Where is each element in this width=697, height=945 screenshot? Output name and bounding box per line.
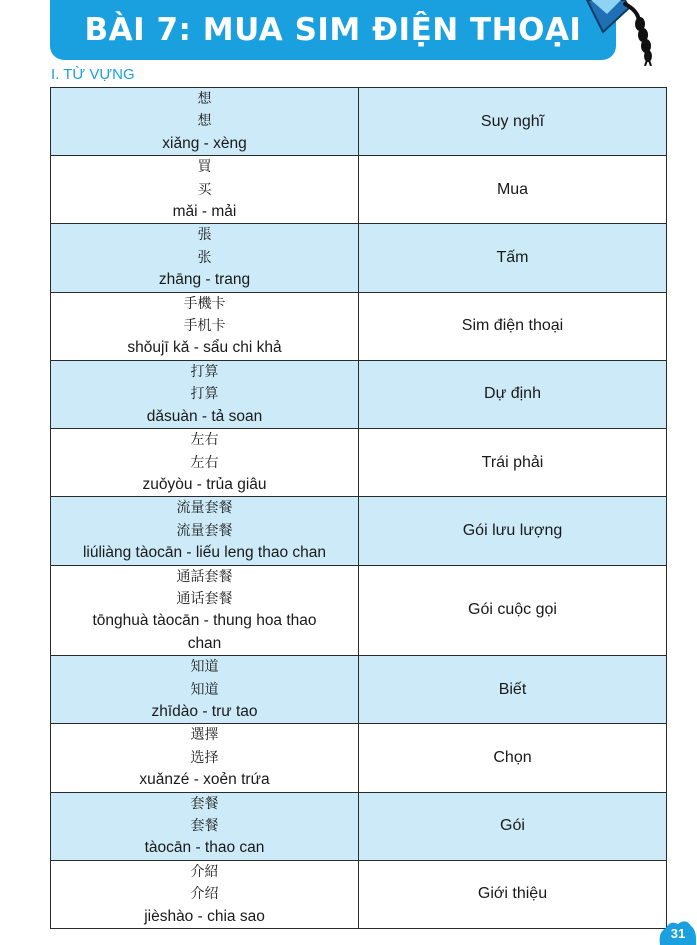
vocab-row bbox=[51, 360, 667, 428]
chinese-cell bbox=[51, 656, 359, 724]
simplified-chars: 选择 bbox=[190, 749, 219, 766]
simplified-chars: 手机卡 bbox=[183, 318, 226, 335]
vocab-row bbox=[51, 292, 667, 360]
vocab-row bbox=[51, 656, 667, 724]
traditional-chars: 打算 bbox=[190, 363, 219, 380]
traditional-chars: 買 bbox=[197, 159, 212, 176]
meaning-cell: Biết bbox=[359, 656, 667, 724]
traditional-chars: 介紹 bbox=[190, 863, 219, 880]
chinese-cell bbox=[51, 224, 359, 292]
vocab-row bbox=[51, 224, 667, 292]
chinese-cell bbox=[51, 860, 359, 928]
simplified-chars: 知道 bbox=[190, 681, 219, 698]
meaning-cell: Chọn bbox=[359, 724, 667, 792]
simplified-chars: 张 bbox=[197, 249, 212, 266]
chinese-cell bbox=[51, 724, 359, 792]
meaning-cell: Suy nghĩ bbox=[359, 88, 667, 156]
meaning-cell: Giới thiệu bbox=[359, 860, 667, 928]
meaning-cell: Gói cuộc gọi bbox=[359, 565, 667, 656]
section-heading: I. TỪ VỰNG bbox=[51, 66, 135, 83]
pinyin-reading: zhīdào - trư tao bbox=[151, 702, 258, 720]
chinese-cell bbox=[51, 497, 359, 565]
simplified-chars: 想 bbox=[197, 113, 212, 130]
traditional-chars: 選擇 bbox=[190, 727, 219, 744]
vocab-row bbox=[51, 792, 667, 860]
simplified-chars: 打算 bbox=[190, 386, 219, 403]
traditional-chars: 流量套餐 bbox=[176, 500, 233, 517]
chinese-cell bbox=[51, 156, 359, 224]
meaning-cell: Dự định bbox=[359, 360, 667, 428]
traditional-chars: 想 bbox=[197, 91, 212, 107]
traditional-chars: 套餐 bbox=[190, 795, 219, 812]
pinyin-reading: zuǒyòu - trủa giâu bbox=[142, 475, 267, 493]
pinyin-reading: xiǎng - xèng bbox=[162, 134, 247, 152]
traditional-chars: 知道 bbox=[190, 659, 219, 676]
vocab-row bbox=[51, 565, 667, 656]
pinyin-reading: liúliàng tàocān - liếu leng thao chan bbox=[82, 544, 326, 562]
vocab-row bbox=[51, 429, 667, 497]
chinese-cell bbox=[51, 292, 359, 360]
page-number: 31 bbox=[670, 926, 686, 941]
vocab-row bbox=[51, 860, 667, 928]
simplified-chars: 套餐 bbox=[190, 818, 219, 834]
pinyin-reading: tàocān - thao can bbox=[144, 839, 265, 857]
pinyin-reading: tōnghuà tàocān - thung hoa thao chan bbox=[92, 612, 317, 652]
simplified-chars: 左右 bbox=[190, 454, 219, 471]
chinese-cell bbox=[51, 360, 359, 428]
pinyin-reading: shǒujī kǎ - sẩu chi khả bbox=[127, 339, 282, 357]
simplified-chars: 流量套餐 bbox=[176, 522, 233, 539]
vocabulary-table bbox=[50, 87, 667, 929]
meaning-cell: Gói bbox=[359, 792, 667, 860]
chinese-cell bbox=[51, 88, 359, 156]
traditional-chars: 手機卡 bbox=[183, 295, 226, 312]
meaning-cell: Gói lưu lượng bbox=[359, 497, 667, 565]
simplified-chars: 介绍 bbox=[190, 886, 219, 903]
pinyin-reading: zhāng - trang bbox=[158, 271, 251, 289]
simplified-chars: 买 bbox=[197, 181, 212, 198]
simplified-chars: 通话套餐 bbox=[176, 590, 233, 607]
chinese-cell bbox=[51, 792, 359, 860]
traditional-chars: 通話套餐 bbox=[176, 568, 233, 585]
pinyin-reading: mǎi - mải bbox=[172, 203, 237, 221]
pinyin-reading: xuǎnzé - xoẻn trứa bbox=[139, 771, 270, 789]
title-banner bbox=[50, 0, 616, 60]
vocab-row bbox=[51, 724, 667, 792]
chinese-cell bbox=[51, 429, 359, 497]
chinese-cell bbox=[51, 565, 359, 656]
hat-braid-illustration bbox=[585, 0, 697, 66]
meaning-cell: Sim điện thoại bbox=[359, 292, 667, 360]
meaning-cell: Tấm bbox=[359, 224, 667, 292]
meaning-cell: Trái phải bbox=[359, 429, 667, 497]
traditional-chars: 張 bbox=[197, 227, 212, 244]
lesson-title: BÀI 7: MUA SIM ĐIỆN THOẠI bbox=[84, 12, 582, 48]
pinyin-reading: jièshào - chia sao bbox=[144, 907, 265, 925]
pinyin-reading: dǎsuàn - tả soan bbox=[146, 407, 263, 425]
vocab-row bbox=[51, 156, 667, 224]
vocab-row bbox=[51, 88, 667, 156]
traditional-chars: 左右 bbox=[190, 432, 219, 449]
meaning-cell: Mua bbox=[359, 156, 667, 224]
vocab-row bbox=[51, 497, 667, 565]
